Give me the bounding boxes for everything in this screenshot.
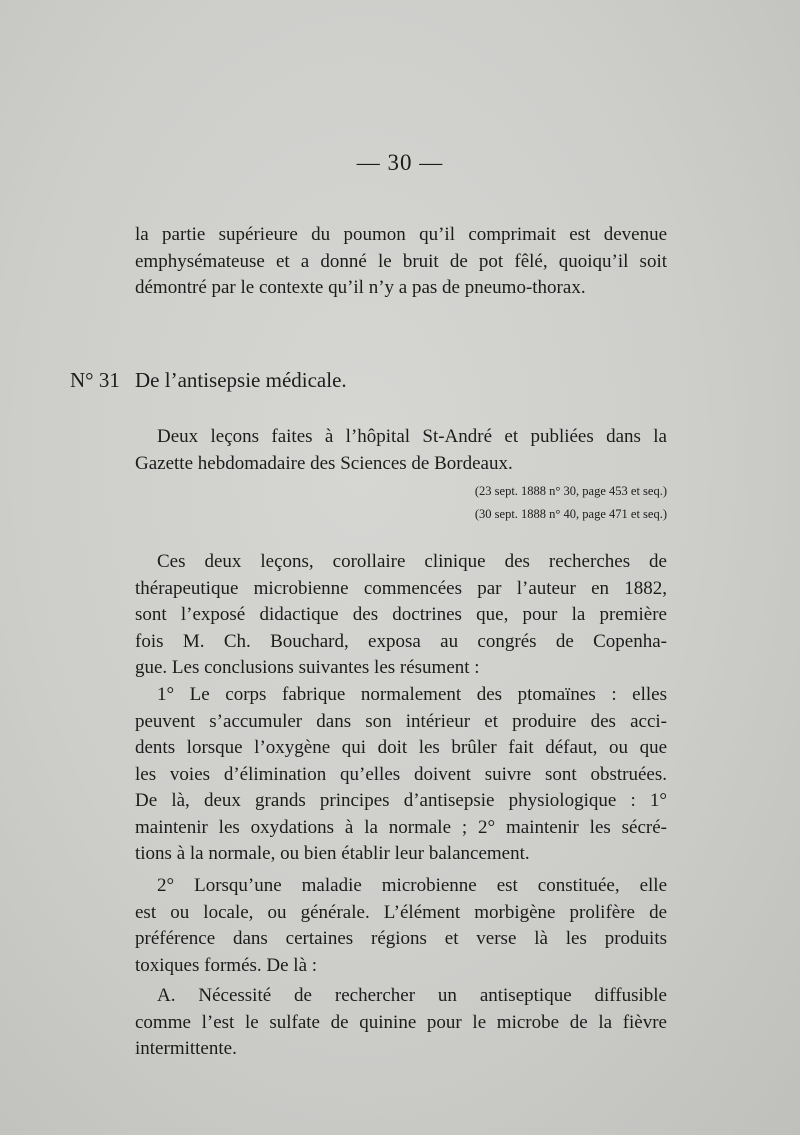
text-line: 2° Lorsqu’une maladie microbienne est constituée, elle (157, 875, 667, 896)
body-paragraph-1 (135, 549, 667, 682)
text-line: De là, deux grands principes d’antisepsie physiologique : 1° (135, 790, 667, 811)
section-title: De l’antisepsie médicale. (135, 368, 347, 392)
body-paragraph-4 (135, 983, 667, 1063)
intro-paragraph (135, 222, 667, 302)
text-line: fois M. Ch. Bouchard, exposa au congrés de Copenha- (135, 630, 667, 652)
text-line: Gazette hebdomadaire des Sciences de Bordeaux. (135, 452, 513, 474)
text-line: préférence dans certaines régions et verse là les produits (135, 928, 667, 949)
text-line: dents lorsque l’oxygène qui doit les brûler fait défaut, ou que (135, 737, 667, 758)
text-line: la partie supérieure du poumon qu’il comprimait est devenue (135, 224, 667, 245)
description-paragraph (135, 424, 667, 477)
text-line: A. Nécessité de rechercher un antiseptique diffusible (157, 985, 667, 1006)
section-number: N° 31 (70, 368, 120, 392)
text-line: tions à la normale, ou bien établir leur balancement. (135, 843, 530, 864)
text-line: 1° Le corps fabrique normalement des ptomaïnes : elles (157, 684, 667, 705)
text-line: peuvent s’accumuler dans son intérieur et produire des acci- (135, 710, 667, 732)
text-line: intermittente. (135, 1038, 237, 1059)
citation: (30 sept. 1888 n° 40, page 471 et seq.) (474, 507, 667, 521)
body-paragraph-3 (135, 873, 667, 979)
text-line: sont l’exposé didactique des doctrines que, pour la première (135, 604, 667, 625)
text-line: maintenir les oxydations à la normale ; 2° maintenir les sécré- (135, 816, 667, 838)
text-line: les voies d’élimination qu’elles doivent suivre sont obstruées. (135, 763, 667, 785)
text-line: est ou locale, ou générale. L’élément morbigène prolifère de (135, 901, 667, 923)
text-line: Deux leçons faites à l’hôpital St-André et publiées dans la (157, 426, 667, 447)
text-line: gue. Les conclusions suivantes les résument : (135, 657, 480, 678)
page-number: — 30 — (356, 150, 444, 175)
text-line: démontré par le contexte qu’il n’y a pas de pneumo-thorax. (135, 277, 586, 298)
body-paragraph-2 (135, 682, 667, 868)
text-line: comme l’est le sulfate de quinine pour le microbe de la fièvre (135, 1011, 667, 1033)
citation: (23 sept. 1888 n° 30, page 453 et seq.) (474, 484, 667, 498)
text-line: thérapeutique microbienne commencées par l’auteur en 1882, (135, 577, 667, 599)
text-line: Ces deux leçons, corollaire clinique des recherches de (157, 551, 667, 572)
text-line: emphysémateuse et a donné le bruit de pot fêlé, quoiqu’il soit (135, 250, 667, 272)
text-line: toxiques formés. De là : (135, 954, 318, 976)
